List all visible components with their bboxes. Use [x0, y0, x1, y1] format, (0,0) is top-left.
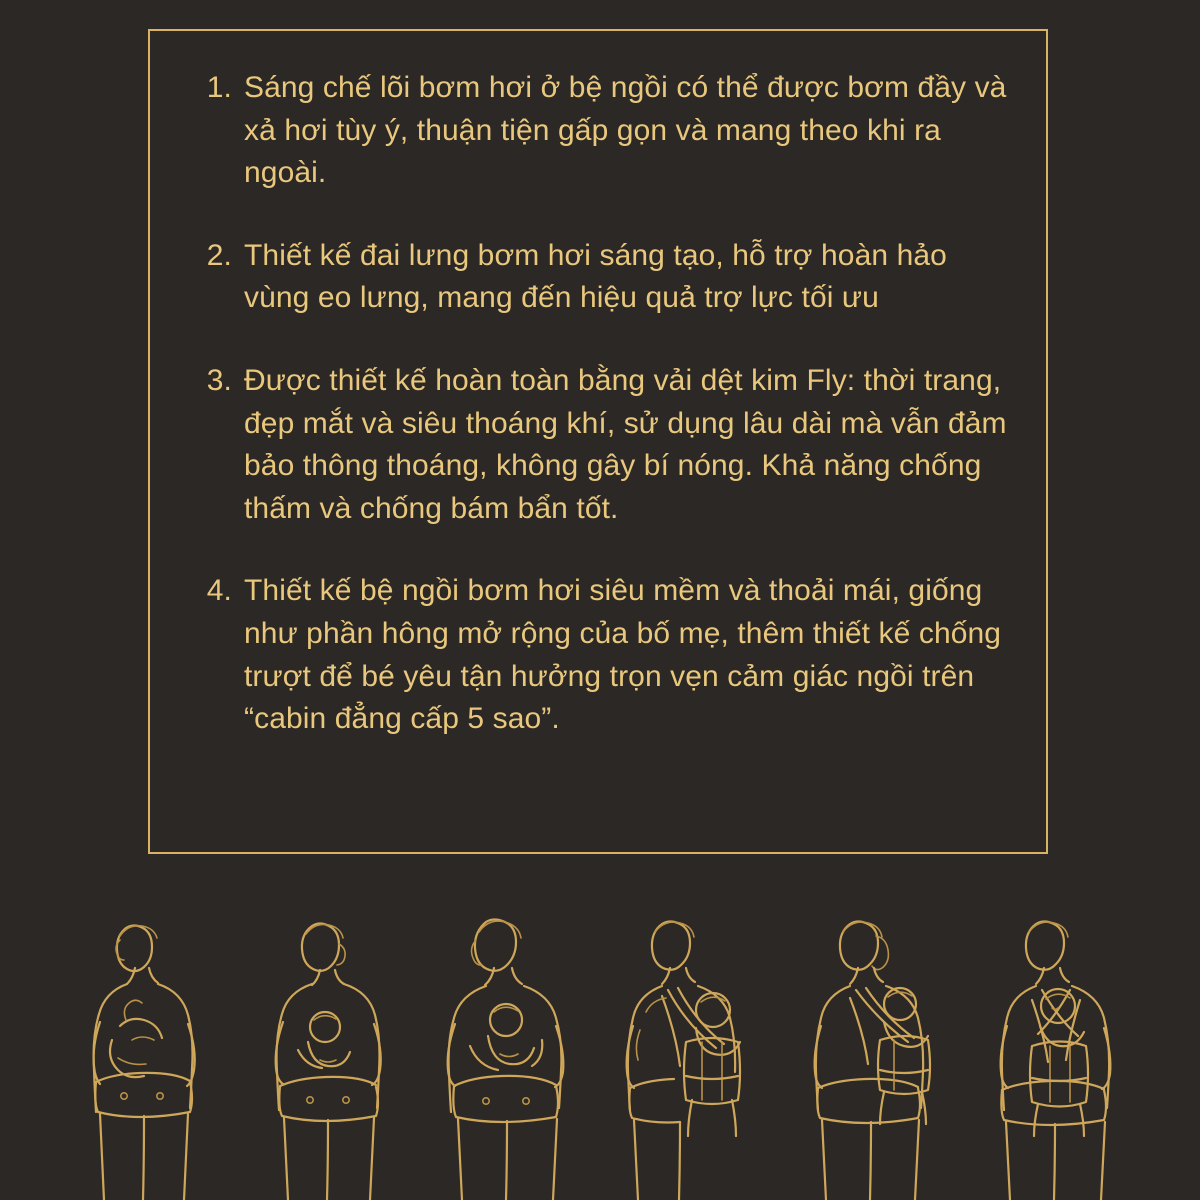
- list-item-text: Thiết kế bệ ngồi bơm hơi siêu mềm và thoải mái, giống như phần hông mở rộng của bố mẹ, thêm thiết kế chống trượt để bé yêu tận hưởng trọn vẹn cảm giác ngồi trên “cabin đẳng cấp 5 sao”.: [244, 574, 1002, 736]
- carry-position-facing-in-arms-icon: [424, 900, 594, 1200]
- list-item: [190, 360, 1008, 530]
- list-item-number: 1.: [206, 71, 232, 104]
- carry-position-cradle-front-icon: [242, 900, 412, 1200]
- list-item: [190, 570, 1008, 740]
- list-item-number: 2.: [206, 238, 232, 272]
- list-item: [190, 67, 1008, 195]
- illustration-strip: [0, 880, 1200, 1200]
- list-item: [190, 235, 1008, 320]
- carry-position-cradle-side-icon: [60, 900, 230, 1200]
- list-item-text: Được thiết kế hoàn toàn bằng vải dệt kim Fly: thời trang, đẹp mắt và siêu thoáng khí, sử dụng lâu dài mà vẫn đảm bảo thông thoáng, không gây bí nóng. Khả năng chống thấm và chống bám bẩn tốt.: [244, 363, 1007, 525]
- carry-position-hip-seat-front-icon: [606, 900, 776, 1200]
- list-item-text: Sáng chế lõi bơm hơi ở bệ ngồi có thể được bơm đầy và xả hơi tùy ý, thuận tiện gấp gọn và mang theo khi ra ngoài.: [244, 71, 1007, 190]
- feature-list: [150, 31, 1046, 741]
- carry-position-front-facing-out-icon: [970, 900, 1140, 1200]
- carry-position-hip-seat-side-icon: [788, 900, 958, 1200]
- feature-panel: [148, 29, 1048, 854]
- list-item-number: 3.: [206, 363, 232, 397]
- list-item-text: Thiết kế đai lưng bơm hơi sáng tạo, hỗ trợ hoàn hảo vùng eo lưng, mang đến hiệu quả trợ lực tối ưu: [244, 238, 947, 315]
- list-item-number: 4.: [206, 574, 232, 608]
